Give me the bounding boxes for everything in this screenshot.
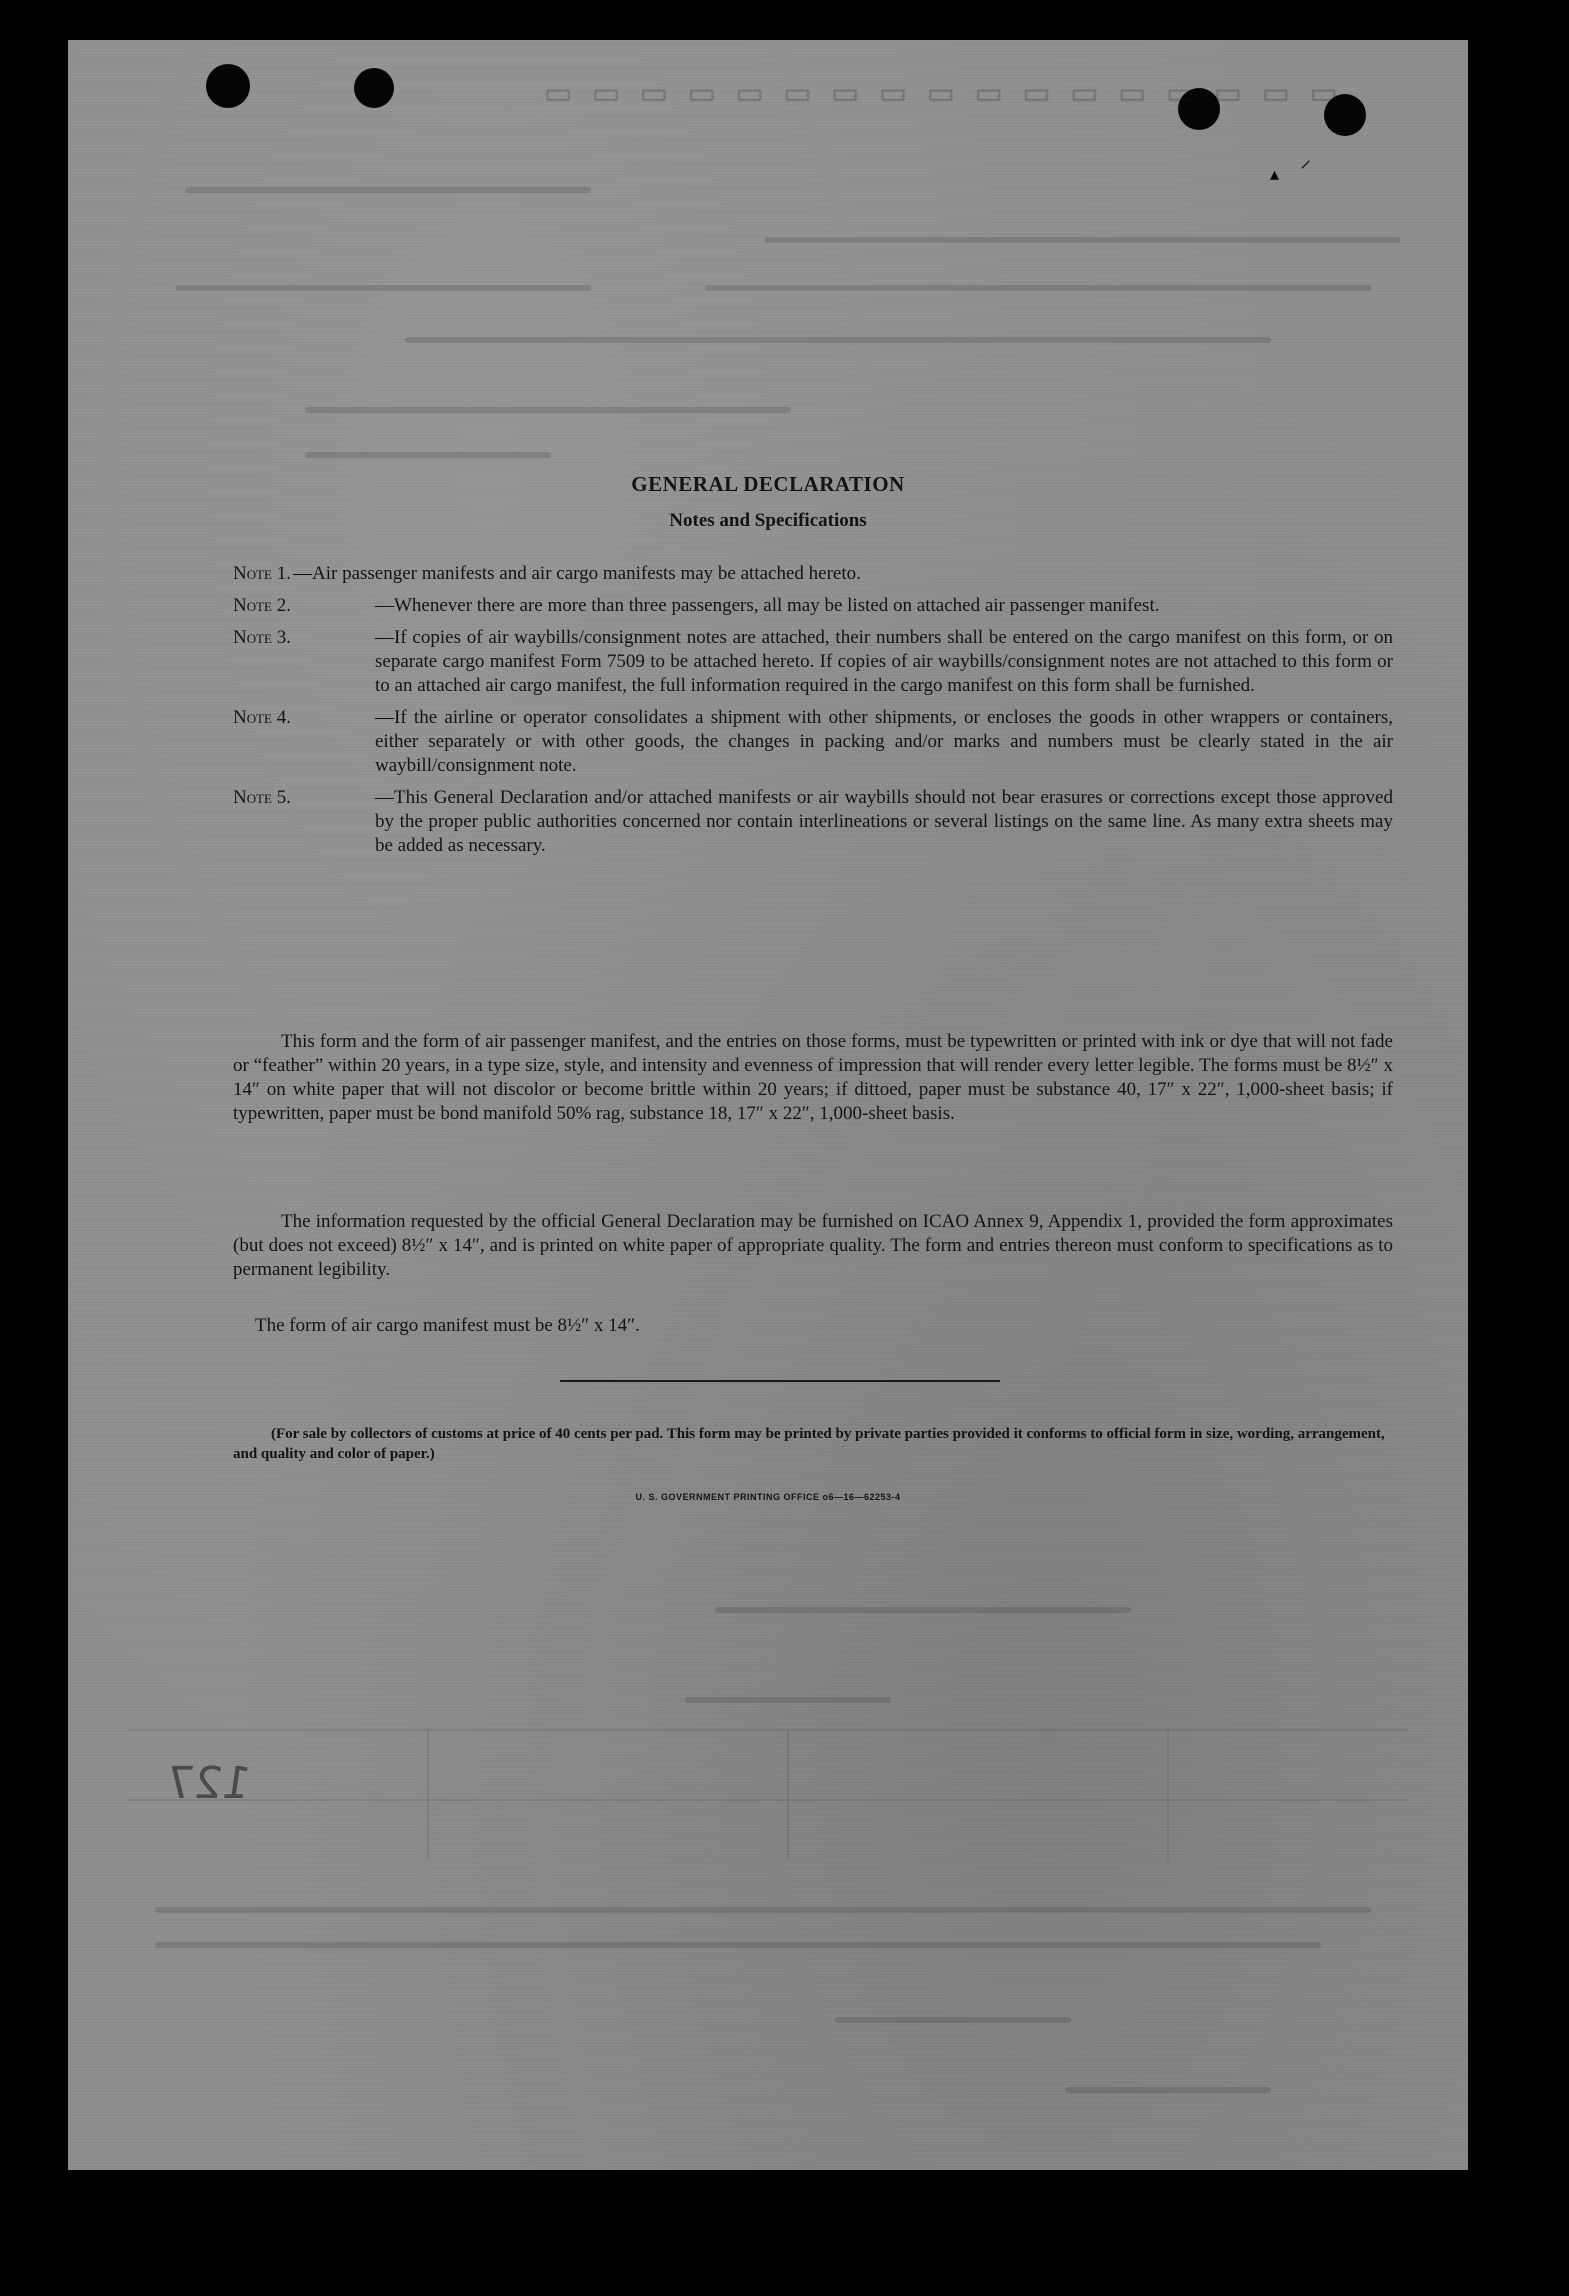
note-4 xyxy=(233,706,1393,778)
handwritten-number: 127 xyxy=(162,1758,254,1809)
page-title: GENERAL DECLARATION xyxy=(631,472,905,496)
printer-line: U. S. GOVERNMENT PRINTING OFFICE o6—16—62253-4 xyxy=(635,1492,901,1502)
note-number: Note 4. xyxy=(233,707,291,728)
page-subtitle: Notes and Specifications xyxy=(669,510,867,531)
note-2 xyxy=(233,594,1393,618)
note-1 xyxy=(233,562,1393,586)
paragraph-cargo-manifest-size: The form of air cargo manifest must be 8½″ x 14″. xyxy=(255,1315,640,1336)
ink-mark: ⸝ xyxy=(1300,148,1312,173)
paragraph-icao-annex: The information requested by the official General Declaration may be furnished on ICAO Annex 9, Appendix 1, provided the form approximates (but does not exceed) 8½″ x 14″, and is printed on white paper of appropriate quality. The form and entries thereon must conform to specifications as to permanent legibility. xyxy=(233,1211,1393,1280)
note-text: —If copies of air waybills/consignment notes are attached, their numbers shall be entered on the cargo manifest on this form, or on separate cargo manifest Form 7509 to be attached hereto. If copies of air waybills/consignment notes are not attached to this form or to an attached air cargo manifest, the full information required in the cargo manifest on this form shall be furnished. xyxy=(375,627,1393,696)
note-text: —If the airline or operator consolidates a shipment with other shipments, or encloses the goods in other wrappers or containers, either separately or with other goods, the changes in packing and/or marks and numbers must be clearly stated in the air waybill/consignment note. xyxy=(375,707,1393,776)
note-number: Note 1. xyxy=(233,563,291,584)
note-number: Note 5. xyxy=(233,787,291,808)
ink-mark: ▴ xyxy=(1270,164,1280,185)
sale-notice: (For sale by collectors of customs at price of 40 cents per pad. This form may be printed by private parties provided it conforms to official form in size, wording, arrangement, and quality and color of paper.) xyxy=(233,1426,1385,1462)
bleed-through-heading: ▭ ▭ ▭ ▭ ▭ ▭ ▭ ▭ ▭ ▭ ▭ ▭ ▭ ▭ ▭ ▭ ▭ xyxy=(538,77,1338,110)
note-5 xyxy=(233,786,1393,858)
note-3 xyxy=(233,626,1393,698)
note-number: Note 2. xyxy=(233,595,291,616)
document-page xyxy=(68,40,1468,2170)
note-number: Note 3. xyxy=(233,627,291,648)
notes-list xyxy=(233,562,1393,866)
note-text: —This General Declaration and/or attached manifests or air waybills should not bear erasures or corrections except those approved by the proper public authorities concerned nor contain interlineations or several listings on the same line. As many extra sheets may be added as necessary. xyxy=(375,787,1393,856)
divider xyxy=(560,1380,1000,1382)
note-text: —Whenever there are more than three passengers, all may be listed on attached air passenger manifest. xyxy=(375,595,1160,616)
note-text: —Air passenger manifests and air cargo manifests may be attached hereto. xyxy=(293,563,861,584)
paragraph-typewriting-requirements: This form and the form of air passenger manifest, and the entries on those forms, must be typewritten or printed with ink or dye that will not fade or “feather” within 20 years, in a type size, style, and intensity and evenness of impression that will render every letter legible. The forms must be 8½″ x 14″ on white paper that will not discolor or become brittle within 20 years; if dittoed, paper must be substance 40, 17″ x 22″, 1,000-sheet basis; if typewritten, paper must be bond manifold 50% rag, substance 18, 17″ x 22″, 1,000-sheet basis. xyxy=(233,1031,1393,1124)
